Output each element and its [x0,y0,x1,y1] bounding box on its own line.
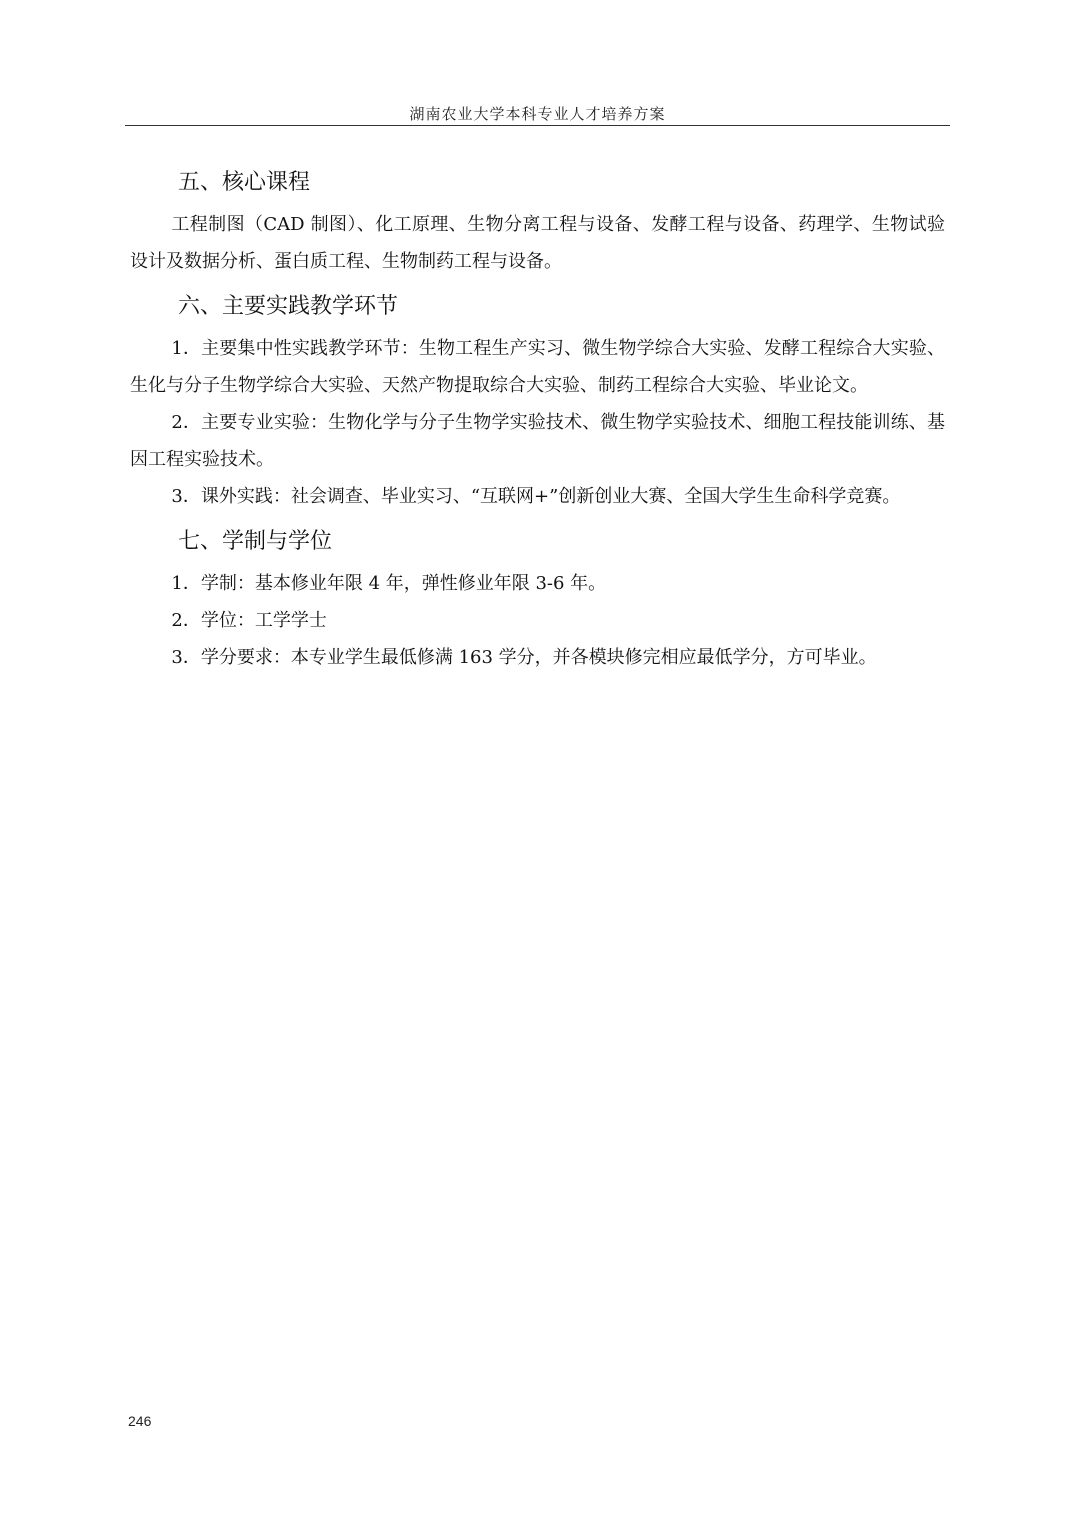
paragraph: 工程制图（CAD 制图）、化工原理、生物分离工程与设备、发酵工程与设备、药理学、生物试验设计及数据分析、蛋白质工程、生物制药工程与设备。 [130,214,945,272]
section-core-courses [130,160,945,280]
paragraph: 2．主要专业实验：生物化学与分子生物学实验技术、微生物学实验技术、细胞工程技能训练、基因工程实验技术。 [130,412,945,470]
section-heading: 五、核心课程 [178,170,311,195]
page-number: 246 [128,1413,152,1429]
section-heading: 七、学制与学位 [178,529,333,554]
section-practice [130,284,945,515]
paragraph: 1．学制：基本修业年限 4 年，弹性修业年限 3-6 年。 [171,573,607,594]
paragraph: 3．学分要求：本专业学生最低修满 163 学分，并各模块修完相应最低学分，方可毕业。 [171,647,877,668]
header-rule [125,125,950,126]
running-header: 湖南农业大学本科专业人才培养方案 [409,105,666,123]
paragraph: 2．学位：工学学士 [171,610,327,631]
section-schooling-degree [130,519,945,676]
paragraph: 1．主要集中性实践教学环节：生物工程生产实习、微生物学综合大实验、发酵工程综合大实验、生化与分子生物学综合大实验、天然产物提取综合大实验、制药工程综合大实验、毕业论文。 [130,338,945,396]
document-body [130,160,945,680]
section-heading: 六、主要实践教学环节 [178,294,399,319]
paragraph: 3．课外实践：社会调查、毕业实习、“互联网+”创新创业大赛、全国大学生生命科学竞赛。 [171,486,901,507]
